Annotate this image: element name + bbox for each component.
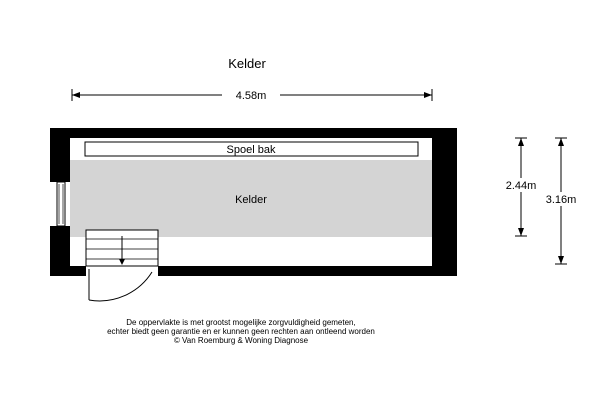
disclaimer-line-2: echter biedt geen garantie en er kunnen geen rechten aan ontleend worden	[107, 327, 375, 336]
depth-inner-label: 2.44m	[505, 180, 537, 192]
width-label: 4.58m	[235, 90, 267, 102]
width-dimension	[72, 86, 432, 102]
depth-inner-dimension	[496, 138, 546, 236]
disclaimer-line-3: © Van Roemburg & Woning Diagnose	[173, 336, 309, 345]
window-left	[50, 182, 70, 226]
spoelbak-label: Spoel bak	[226, 144, 276, 156]
depth-outer-label: 3.16m	[545, 194, 577, 206]
floor-title: Kelder	[228, 56, 266, 71]
disclaimer-line-1: De oppervlakte is met grootst mogelijke zorgvuldigheid gemeten,	[126, 318, 356, 327]
door-swing	[86, 266, 158, 301]
staircase	[86, 230, 158, 269]
room-kelder-label: Kelder	[235, 194, 267, 206]
depth-outer-dimension	[536, 138, 586, 264]
